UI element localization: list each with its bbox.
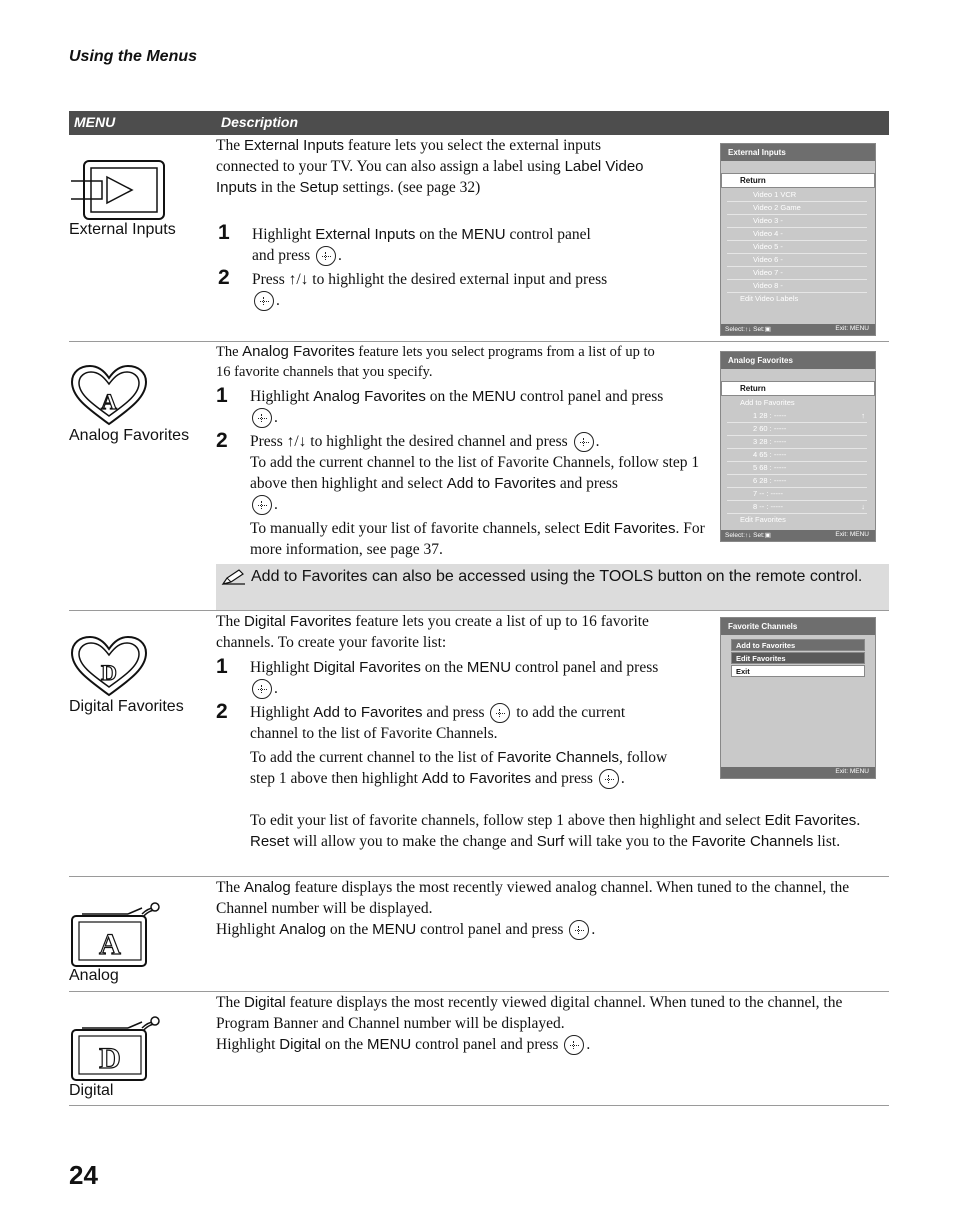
select-button-icon [574, 432, 594, 452]
osd-row: 1 28 : ----- ↑ [727, 410, 867, 423]
external-inputs-intro: The External Inputs feature lets you select the external inputs connected to your TV. You can also assign a label using Label Video Inputs in the Setup settings. (see page 32) [216, 137, 644, 196]
osd-row: Video 4 - [727, 228, 867, 241]
osd-menu-item: Add to Favorites [731, 639, 865, 651]
osd-title: External Inputs [721, 144, 875, 161]
select-button-icon [564, 1035, 584, 1055]
external-inputs-screen [720, 143, 876, 336]
select-button-icon [252, 408, 272, 428]
digital-favorites-heart-icon [70, 635, 148, 697]
ext-step-2: Press ↑/↓ to highlight the desired external input and press . [252, 269, 612, 311]
osd-row: 6 28 : ----- [727, 475, 867, 488]
digital-label: Digital [69, 1082, 114, 1099]
df-step-1: Highlight Digital Favorites on the MENU control panel and press . [250, 657, 670, 699]
analog-channel-icon [70, 900, 162, 968]
osd-row: 8 -- : ----- ↓ [727, 501, 867, 514]
select-button-icon [316, 246, 336, 266]
osd-footer: Exit: MENU [721, 767, 875, 778]
svg-text:A: A [101, 389, 117, 414]
osd-row: Video 1 VCR [727, 189, 867, 202]
tools-note [216, 564, 889, 610]
row-divider [69, 1105, 889, 1106]
osd-footer: Select:↑↓ Set:▣ Exit: MENU [721, 324, 875, 335]
analog-favorites-label: Analog Favorites [69, 427, 190, 444]
osd-row: Video 2 Game [727, 202, 867, 215]
down-arrow-icon: ↓ [861, 502, 865, 511]
select-button-icon [254, 291, 274, 311]
favorite-channels-screen [720, 617, 876, 779]
select-button-icon [252, 679, 272, 699]
select-button-icon [490, 703, 510, 723]
select-button-icon [252, 495, 272, 515]
page-number: 24 [69, 1160, 98, 1190]
analog-description: The Analog feature displays the most recently viewed analog channel. When tuned to the channel, the Channel number will be displayed. Highlight Analog on the MENU control panel and press . [216, 877, 886, 940]
df-step-2-number: 2 [216, 700, 228, 723]
svg-text:A: A [99, 928, 121, 961]
osd-row: 2 60 : ----- [727, 423, 867, 436]
osd-row: 4 65 : ----- [727, 449, 867, 462]
analog-favorites-heart-icon [70, 364, 148, 426]
svg-text:D: D [99, 1042, 121, 1075]
osd-row: Video 8 - [727, 280, 867, 293]
osd-title: Analog Favorites [721, 352, 875, 369]
df-step-1-number: 1 [216, 655, 228, 678]
ext-step-1-number: 1 [218, 221, 230, 244]
ext-step-2-number: 2 [218, 266, 230, 289]
osd-row: Video 6 - [727, 254, 867, 267]
svg-text:D: D [101, 660, 117, 685]
analog-favorites-intro: The Analog Favorites feature lets you select programs from a list of up to 16 favorite channels that you specify. [216, 343, 655, 380]
df-add-current: To add the current channel to the list of Favorite Channels, follow step 1 above then highlight Add to Favorites and press . [250, 747, 680, 789]
note-text: Add to Favorites can also be accessed using the TOOLS button on the remote control. [251, 568, 863, 585]
osd-edit-labels: Edit Video Labels [740, 294, 799, 303]
select-button-icon [569, 920, 589, 940]
osd-row: 7 -- : ----- [727, 488, 867, 501]
osd-edit-favorites: Edit Favorites [740, 515, 786, 524]
note-pencil-icon [221, 568, 247, 586]
af-step-1-number: 1 [216, 384, 228, 407]
select-button-icon [599, 769, 619, 789]
table-header [69, 111, 889, 135]
osd-row: Video 5 - [727, 241, 867, 254]
col-menu-header: MENU [74, 114, 116, 130]
osd-footer: Select:↑↓ Set:▣ Exit: MENU [721, 530, 875, 541]
osd-menu-item: Edit Favorites [731, 652, 865, 664]
af-add-current: To add the current channel to the list of Favorite Channels, follow step 1 above then highlight and select Add to Favorites and press . [250, 452, 710, 515]
external-inputs-label: External Inputs [69, 221, 176, 238]
af-step-2: Press ↑/↓ to highlight the desired channel and press . [250, 431, 710, 452]
af-step-2-number: 2 [216, 429, 228, 452]
af-step-1: Highlight Analog Favorites on the MENU control panel and press . [250, 386, 670, 428]
osd-title: Favorite Channels [721, 618, 875, 635]
osd-row: Video 7 - [727, 267, 867, 280]
digital-favorites-intro: The Digital Favorites feature lets you create a list of up to 16 favorite channels. To create your favorite list: [216, 613, 649, 651]
osd-row: 3 28 : ----- [727, 436, 867, 449]
af-manual-edit: To manually edit your list of favorite channels, select Edit Favorites. For more information, see page 37. [250, 520, 705, 558]
page-header: Using the Menus [69, 48, 198, 65]
external-inputs-icon [70, 159, 166, 221]
analog-label: Analog [69, 967, 119, 984]
up-arrow-icon: ↑ [861, 411, 865, 420]
digital-description: The Digital feature displays the most recently viewed digital channel. When tuned to the channel, the Program Banner and Channel number will be displayed. Highlight Digital on the MENU control panel and press . [216, 992, 886, 1055]
osd-return: Return [721, 173, 875, 188]
osd-return: Return [721, 381, 875, 396]
df-step-2: Highlight Add to Favorites and press to add the current channel to the list of Favorite Channels. [250, 704, 626, 743]
ext-step-1: Highlight External Inputs on the MENU control panel and press . [252, 224, 612, 266]
osd-row: Video 3 - [727, 215, 867, 228]
osd-add-to-favorites: Add to Favorites [740, 398, 795, 407]
analog-favorites-screen [720, 351, 876, 542]
col-description-header: Description [221, 114, 299, 130]
digital-favorites-label: Digital Favorites [69, 698, 184, 715]
df-edit-list: To edit your list of favorite channels, follow step 1 above then highlight and select Edit Favorites. Reset will allow you to make the change and Surf will take you to the Favorite Channels list. [250, 812, 861, 850]
digital-channel-icon [70, 1014, 162, 1082]
osd-row: 5 68 : ----- [727, 462, 867, 475]
osd-menu-item: Exit [731, 665, 865, 677]
